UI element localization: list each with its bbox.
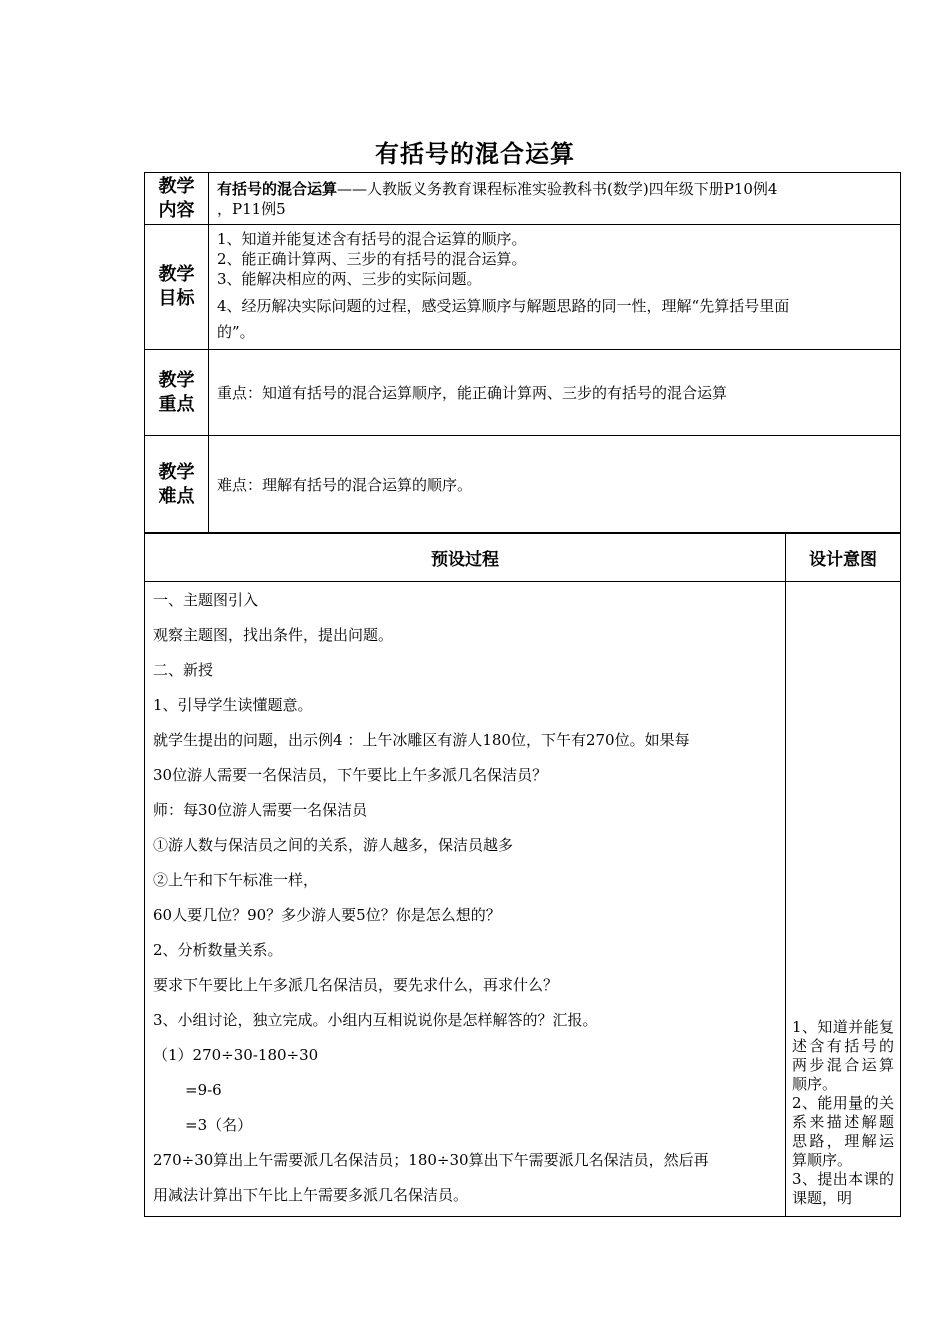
process-line: ①游人数与保洁员之间的关系，游人越多，保洁员越多: [153, 836, 514, 854]
difficult-label: 教学 难点: [145, 436, 209, 534]
process-line: 就学生提出的问题，出示例4 ：上午冰雕区有游人180位，下午有270位。如果每: [153, 731, 690, 749]
process-line: 用减法计算出下午比上午需要多派几名保洁员。: [153, 1186, 469, 1204]
process-body-row: [145, 582, 901, 1217]
process-header-row: [145, 533, 901, 582]
key-label: 教学 重点: [145, 350, 209, 436]
process-line: 观察主题图，找出条件，提出问题。: [153, 626, 394, 644]
process-line: （1）270÷30-180÷30: [153, 1046, 319, 1064]
process-line: 一、主题图引入: [153, 591, 259, 609]
intent-item: 1、知道并能复述含有括号的两步混合运算顺序。: [792, 1018, 894, 1093]
process-line: 1、引导学生读懂题意。: [153, 696, 313, 714]
intent-item: 3、提出本课的课题，明: [792, 1170, 894, 1207]
intent-item: 2、能用量的关系来描述解题思路，理解运算顺序。: [792, 1094, 894, 1169]
process-line: 60人要几位？90？多少游人要5位？你是怎么想的？: [153, 906, 501, 924]
goals-label: 教学 目标: [145, 225, 209, 350]
intent-header: 设计意图: [786, 533, 901, 582]
difficult-row: [145, 436, 901, 534]
process-table: [144, 532, 901, 1217]
content-line1: ——人教版义务教育课程标准实验教科书(数学)四年级下册P10例4: [337, 179, 778, 198]
key-row: [145, 350, 901, 436]
process-content: [145, 582, 786, 1217]
document-title: 有括号的混合运算: [375, 140, 575, 168]
goal-item: 1、知道并能复述含有括号的混合运算的顺序。: [217, 230, 527, 248]
process-line: 2、分析数量关系。: [153, 941, 283, 959]
process-line: 师：每30位游人需要一名保洁员: [153, 801, 368, 819]
lesson-info-table: [144, 172, 901, 534]
goal-item: 3、能解决相应的两、三步的实际问题。: [217, 270, 482, 288]
goal-item: 4、经历解决实际问题的过程，感受运算顺序与解题思路的同一性，理解“先算括号里面: [217, 297, 790, 315]
content-label: 教学 内容: [145, 173, 209, 225]
process-header: 预设过程: [145, 533, 786, 582]
process-line: 要求下午要比上午多派几名保洁员，要先求什么，再求什么？: [153, 976, 559, 994]
goal-item: 的”。: [217, 323, 255, 341]
process-line: 270÷30算出上午需要派几名保洁员；180÷30算出下午需要派几名保洁员，然后再: [153, 1151, 709, 1169]
content-bold-title: 有括号的混合运算: [217, 179, 338, 198]
goals-row: [145, 225, 901, 350]
process-line: =3（名）: [185, 1116, 253, 1134]
goals-cell: [209, 225, 901, 350]
content-cell: [209, 173, 901, 225]
process-line: ②上午和下午标准一样，: [153, 871, 319, 889]
goal-item: 2、能正确计算两、三步的有括号的混合运算。: [217, 250, 527, 268]
difficult-point-text: 难点：理解有括号的混合运算的顺序。: [209, 436, 901, 534]
process-line: 30位游人需要一名保洁员，下午要比上午多派几名保洁员？: [153, 766, 548, 784]
process-line: 二、新授: [153, 661, 214, 679]
intent-content: [786, 582, 901, 1217]
process-line: 3、小组讨论，独立完成。小组内互相说说你是怎样解答的？汇报。: [153, 1011, 598, 1029]
key-point-text: 重点：知道有括号的混合运算顺序，能正确计算两、三步的有括号的混合运算: [209, 350, 901, 436]
content-row: [145, 173, 901, 225]
content-line2: ，P11例5: [217, 199, 286, 218]
process-line: =9-6: [185, 1081, 222, 1099]
